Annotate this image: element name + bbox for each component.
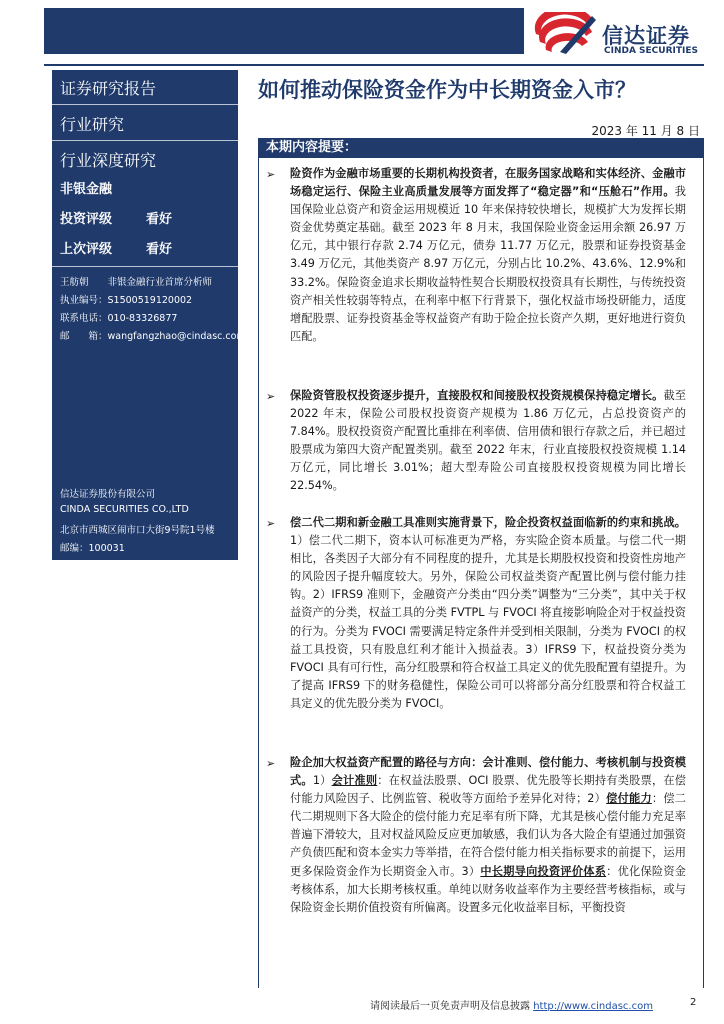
prev-rating-value: 看好 xyxy=(146,242,173,257)
paragraph-lead: 保险资管股权投资逐步提升，直接股权和间接股权投资规模保持稳定增长。 xyxy=(290,389,664,402)
page-number: 2 xyxy=(690,997,697,1008)
summary-paragraph xyxy=(290,165,686,346)
report-title: 如何推动保险资金作为中长期资金入市？ xyxy=(258,78,636,102)
cinda-logo xyxy=(530,12,710,62)
paragraph-text: ：在权益法股票、OCI 股票、优先股等长期持有类股票，在偿付能力风险因子、比例监管、税收等方面给予差异化对待；2） xyxy=(290,774,686,806)
report-type: 证券研究报告 xyxy=(60,79,157,98)
disclaimer-note: 请阅读最后一页免责声明及信息披露 xyxy=(370,1001,530,1012)
company-name: 信达证券股份有限公司 xyxy=(60,489,156,500)
sidebar-divider xyxy=(52,140,238,141)
paragraph-keyword: 中长期导向投资评价体系 xyxy=(480,864,607,878)
report-date: 2023 年 11 月 8 日 xyxy=(591,124,700,138)
analyst-email: 邮 箱：wangfangzhao@cindasc.com xyxy=(60,331,246,342)
paragraph-body: 截至 2022 年末，保险公司股权投资资产规模为 1.86 万亿元，占总投资资产的 7.84%。股权投资资产配置比重排在利率债、信用债和银行存款之后，并已超过股票成为第四大资产配置类别。截至 2022 年末，行业直接股权投资规模 1.14 万亿元，同比增长 3.01%；超大型寿险公司直接股权投资规模为同比增长 22.54%。 xyxy=(290,389,686,493)
summary-paragraph xyxy=(290,514,686,713)
paragraph-lead: 险资作为金融市场重要的长期机构投资者，在服务国家战略和实体经济、金融市场稳定运行、保险主业高质量发展等方面发挥了“稳定器”和“压舱石”作用。 xyxy=(290,167,686,199)
logo-chinese-text: 信达证券 xyxy=(602,24,690,48)
bullet-icon: ➢ xyxy=(266,390,276,403)
paragraph-lead: 险企加大权益资产配置的路径与方向：会计准则、偿付能力、考核机制与投资模式。 xyxy=(290,756,686,788)
paragraph-keyword: 会计准则 xyxy=(331,774,378,788)
summary-paragraph xyxy=(290,387,686,496)
rating-label: 投资评级 xyxy=(60,212,113,227)
analyst-name: 王舫朝 非银金融行业首席分析师 xyxy=(60,277,213,288)
website-link[interactable]: http://www.cindasc.com xyxy=(533,1001,653,1012)
bullet-icon: ➢ xyxy=(266,168,276,181)
summary-heading: 本期内容提要： xyxy=(258,138,704,158)
paragraph-text: ：优化保险资金考核体系，加大长期考核权重。单纯以财务收益率作为主要经营考核指标，或与保险资金长期价值投资有所偏离。设置多元化收益率目标，平衡投资 xyxy=(290,864,686,914)
company-name-en: CINDA SECURITIES CO.,LTD xyxy=(60,504,189,515)
bullet-icon: ➢ xyxy=(266,757,276,770)
sector-label: 非银金融 xyxy=(60,182,113,197)
analyst-license: 执业编号：S1500519120002 xyxy=(60,295,193,306)
summary-paragraph xyxy=(290,754,686,917)
company-address: 北京市西城区闹市口大街9号院1号楼 xyxy=(60,525,215,536)
sidebar-divider xyxy=(52,104,238,105)
paragraph-text: 1） xyxy=(312,774,332,788)
rating-value: 看好 xyxy=(146,212,173,227)
page-footer xyxy=(370,997,700,1012)
paragraph-lead: 偿二代二期和新金融工具准则实施背景下，险企投资权益面临新的约束和挑战。 xyxy=(290,516,686,529)
analyst-phone: 联系电话：010-83326877 xyxy=(60,313,178,324)
bullet-icon: ➢ xyxy=(266,517,276,530)
prev-rating-label: 上次评级 xyxy=(60,242,113,257)
sidebar-divider xyxy=(52,266,238,267)
report-category: 行业研究 xyxy=(60,115,125,134)
header-divider xyxy=(44,64,704,66)
logo-english-text: CINDA SECURITIES xyxy=(604,46,698,56)
paragraph-keyword: 偿付能力 xyxy=(606,792,652,806)
header-banner xyxy=(44,8,524,54)
report-sidebar xyxy=(52,70,246,560)
paragraph-body: 1）偿二代二期下，资本认可标准更为严格，夯实险企资本质量。与偿二代一期相比，各类因子大部分有不同程度的提升，尤其是长期股权投资和投资性房地产的风险因子提升幅度较大。另外，保险公司权益类资产配置比例与偿付能力挂钩。2）IFRS9 准则下，金融资产分类由“四分类”调整为“三分类”，其中关于权益资产的分类，权益工具的分类 FVTPL 与 FVOCI 将直接影响险企对于权益投资的行为。分类为 FVOCI 需要满足特定条件并受到相关限制，分类为 FVOCI 的权益工具投资，只有股息红利才能计入损益表。3）IFRS9 下，权益投资分类为 FVOCI 具有可行性，高分红股票和符合权益工具定义的优先股配置有望提升。为了提高 IFRS9 下的财务稳健性，保险公司可以将部分高分红股票和符合权益工具定义的优先股分类为 FVOCI。 xyxy=(290,534,686,710)
company-postcode: 邮编：100031 xyxy=(60,543,125,554)
paragraph-body: 我国保险业总资产和资金运用规模近 10 年来保持较快增长，规模扩大为发挥长期资金优势奠定基础。截至 2023 年 8 月末，我国保险业资金运用余额 26.97 万亿元，其中银行存款 2.74 万亿元，债券 11.77 万亿元，股票和证券投资基金 3.49 万亿元，其他类资产 8.97 万亿元，分别占比 10.2%、43.6%、12.9%和 33.2%。保险资金追求长期收益特性契合长期股权投资具有长期性，与传统投资资产相关性较弱等特点，在利率中枢下行背景下，强化权益市场投研能力，适度增配股票、证券投资基金等权益资产有助于险企拉长资产久期，更好地进行资负匹配。 xyxy=(290,185,686,343)
paragraph-text: ：偿二代二期规则下各大险企的偿付能力充足率有所下降，尤其是核心偿付能力充足率普遍下滑较大，且对权益风险反应更加敏感，我们认为各大险企有望通过加强资产负债匹配和资本金实力等举措，在符合偿付能力相关指标要求的前提下，运用更多保险资金作为长期资金入市。3） xyxy=(290,792,686,878)
logo-mark-icon xyxy=(530,12,600,56)
report-subcategory: 行业深度研究 xyxy=(60,151,157,170)
